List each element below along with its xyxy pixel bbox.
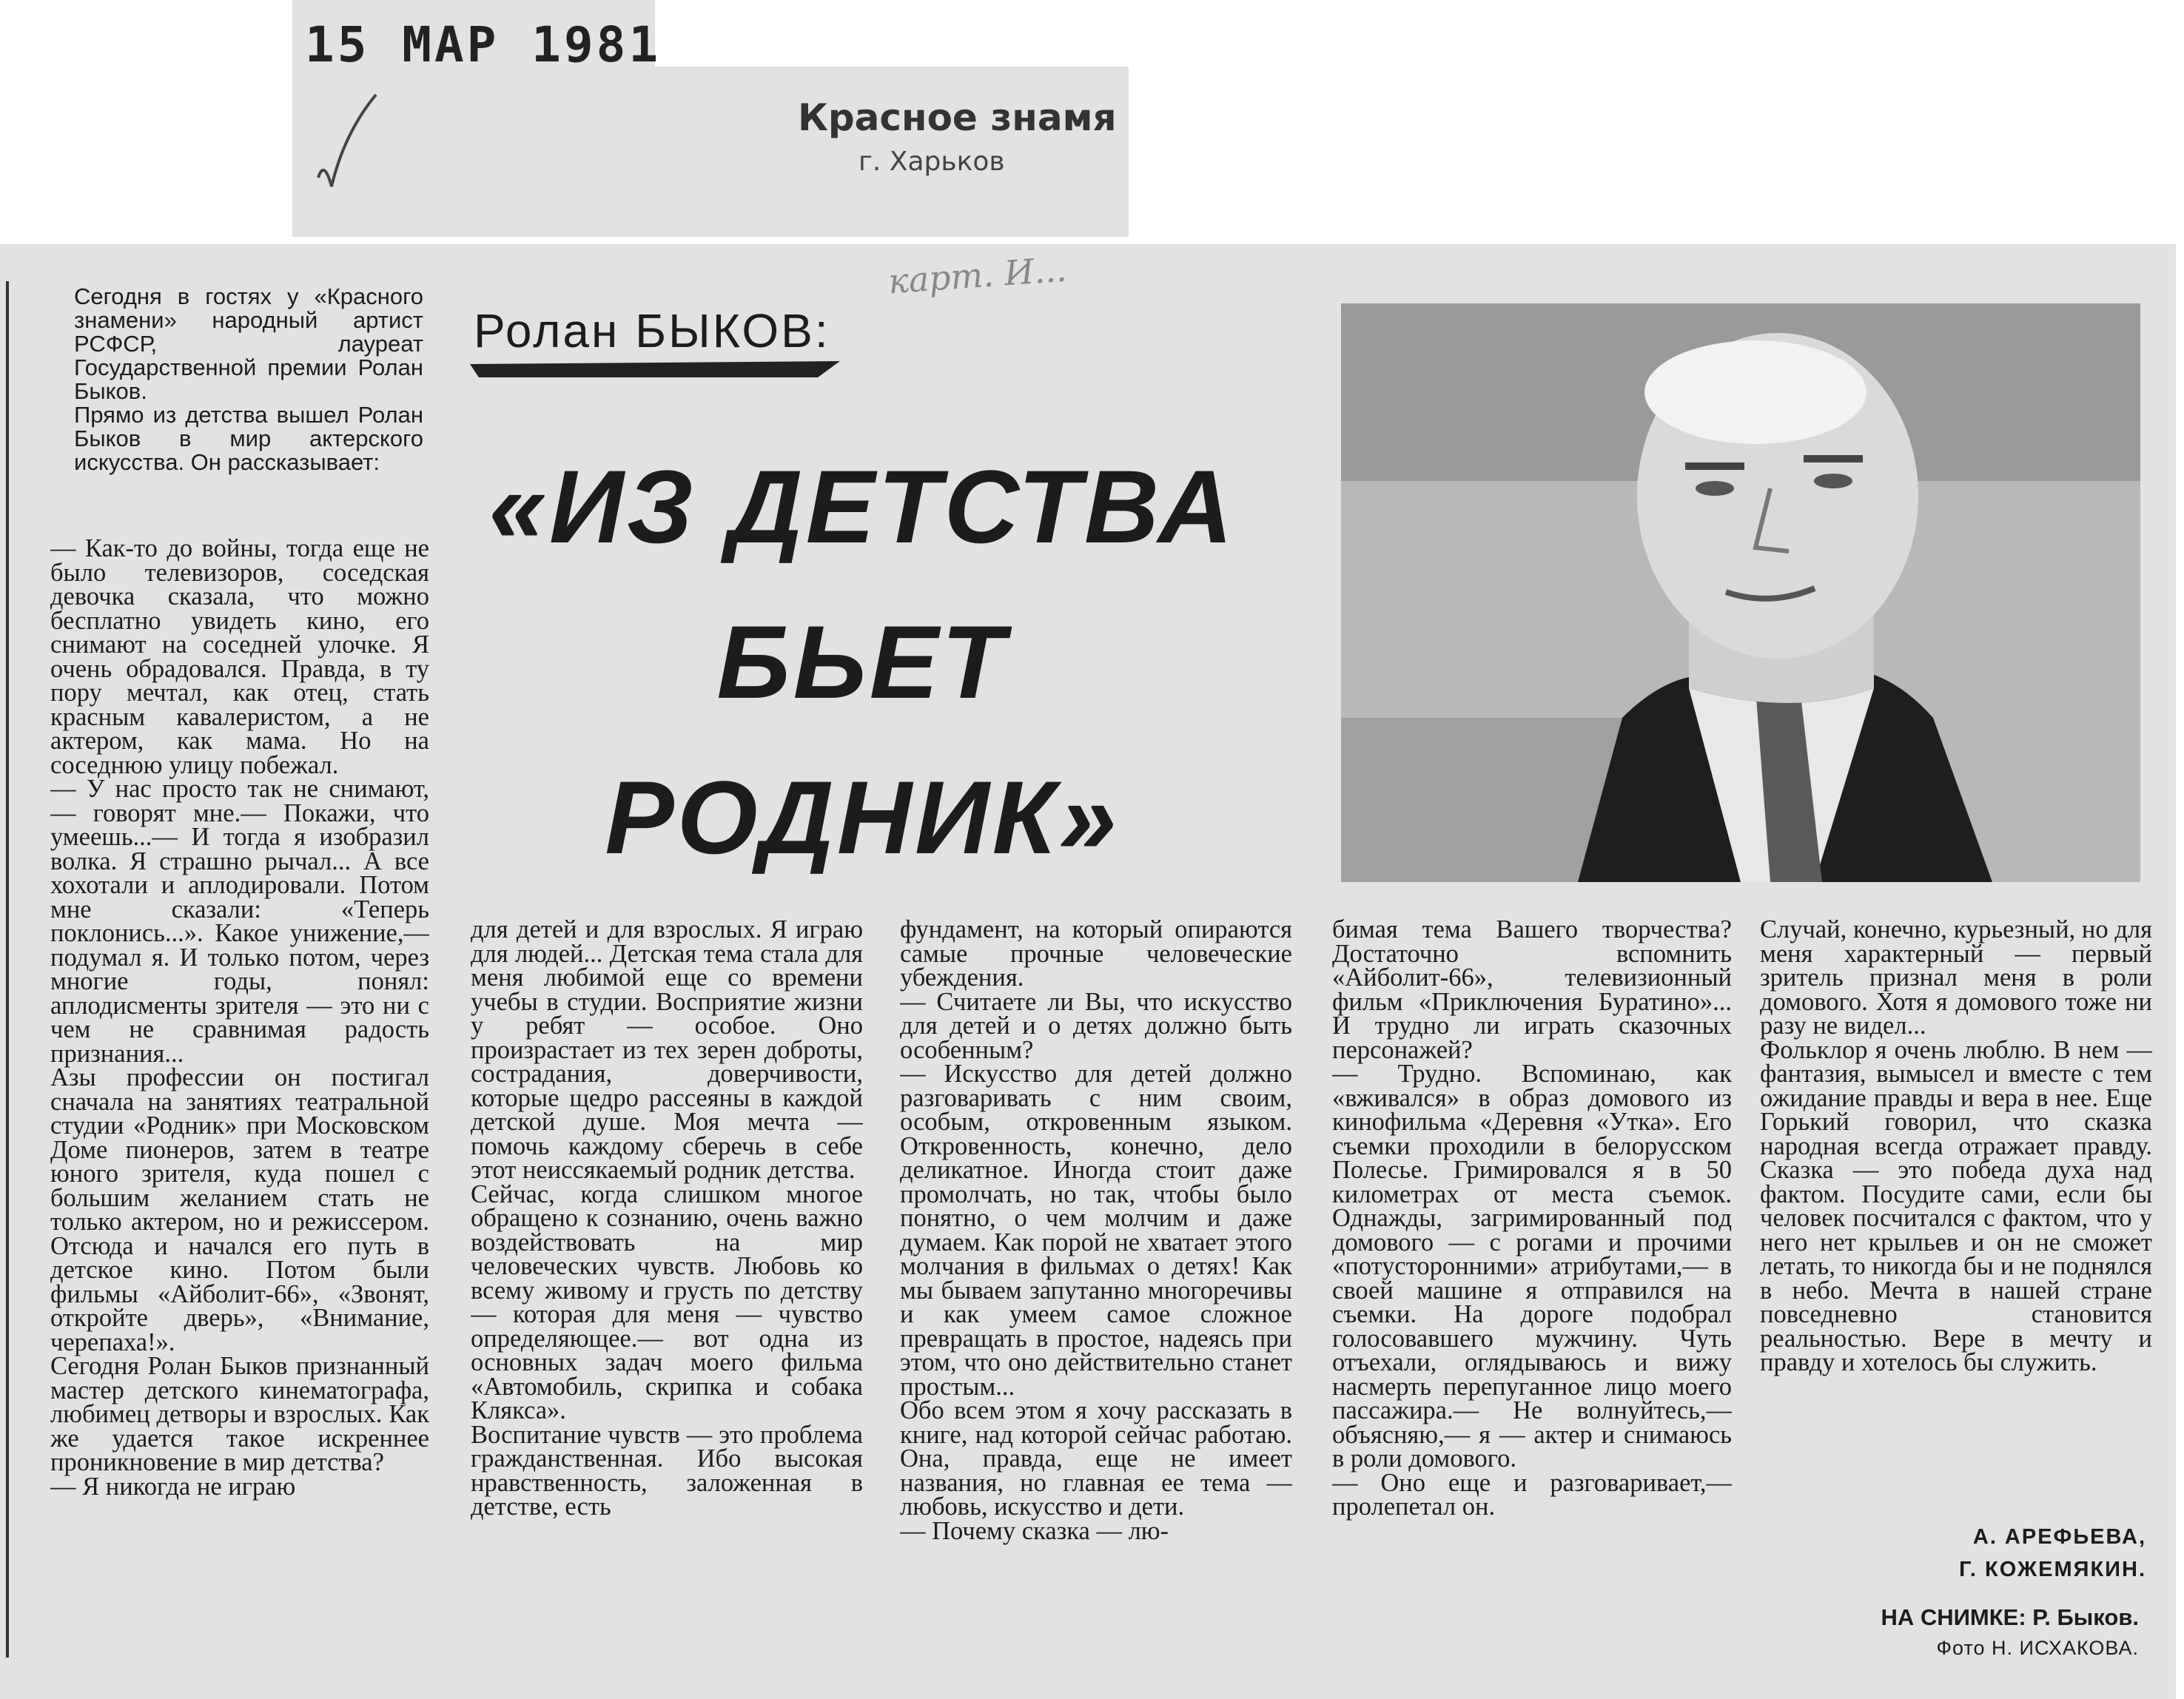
checkmark-mark	[311, 89, 385, 192]
article-intro: Сегодня в гостях у «Красного знамени» народный артист РСФСР, лауреат Государственной премии Ролан Быков. Прямо из детства вышел Ролан Быков в мир актерского искусства. Он рассказывает:	[74, 285, 423, 475]
newspaper-city: г. Харьков	[859, 147, 1005, 177]
article-column-1: — Как-то до войны, тогда еще не было телевизоров, соседская девочка сказала, что можно бесплатно увидеть кино, его снимают на соседней улочке. Я очень обрадовался. Правда, в ту пору мечтал, как отец, стать красным кавалеристом, а не актером, как мама. Но на соседнюю улицу побежал. — У нас просто так не снимают,— говорят мне.— Покажи, что умеешь...— И тогда я изобразил волка. Я страшно рычал... А все хохотали и аплодировали. Потом мне сказали: «Теперь поклонись...». Какое унижение,— подумал я. И только потом, через многие годы, понял: аплодисменты зрителя — это ни с чем не сравнимая радость признания... Азы профессии он постигал сначала на занятиях театральной студии «Родник» при Московском Доме пионеров, затем в театре юного зрителя, куда пошел с большим желанием стать не только актером, но и режиссером. Отсюда и начался его путь в детское кино. Потом были фильмы «Айболит-66», «Звонят, откройте дверь», «Внимание, черепаха!». Сегодня Ролан Быков признанный мастер детского кинематографа, любимец детворы и взрослых. Как же удается такое искреннее проникновение в мир детства? — Я никогда не играю	[50, 536, 429, 1501]
article-column-2: для детей и для взрослых. Я играю для людей... Детская тема стала для меня любимой еще со времени учебы в студии. Восприятие жизни у ребят — особое. Оно произрастает из тех зерен доброты, сострадания, доверчивости, которые щедро рассеяны в каждой детской душе. Моя мечта — помочь каждому сберечь в себе этот неиссякаемый родник детства. Сейчас, когда слишком многое обращено к сознанию, очень важно воздействовать на мир человеческих чувств. Любовь ко всему живому и грусть по детству — которая для меня — чувство определяющее.— вот одна из основных задач моего фильма «Автомобиль, скрипка и собака Клякса». Воспитание чувств — это проблема гражданственная. Ибо высокая нравственность, заложенная в детстве, есть	[471, 918, 863, 1521]
article-authors: А. АРЕФЬЕВА, Г. КОЖЕМЯКИН.	[1959, 1525, 2146, 1581]
handwritten-note: карт. И...	[887, 249, 1068, 302]
author-line: Ролан БЫКОВ:	[474, 304, 830, 357]
left-rule	[6, 281, 9, 1658]
date-stamp: 15 МАР 1981	[305, 16, 662, 73]
newspaper-name: Красное знамя	[798, 96, 1117, 139]
article-column-3: фундамент, на который опираются самые прочные человеческие убеждения. — Считаете ли Вы, что искусство для детей и о детях должно быть особенным? — Искусство для детей должно разговаривать с ним своим, особым, откровенным языком. Откровенность, конечно, дело деликатное. Иногда стоит даже промолчать, но так, чтобы было понятно, о чем молчим и даже думаем. Как порой не хватает этого молчания в фильмах о детях! Как мы бываем запутанно многоречивы и как умеем самое сложное превращать в простое, надеясь при этом, что оно действительно станет простым... Обо всем этом я хочу рассказать в книге, над которой сейчас работаю. Она, правда, еще не имеет названия, но главная ее тема — любовь, искусство и дети. — Почему сказка — лю-	[900, 918, 1292, 1545]
author-underline	[470, 361, 840, 379]
article-headline: «ИЗ ДЕТСТВА БЬЕТ РОДНИК»	[488, 448, 1236, 875]
article-column-5: Случай, конечно, курьезный, но для меня характерный — первый зритель признал меня в роли домового. Хотя я домового тоже ни разу не видел... Фольклор я очень люблю. В нем — фантазия, вымысел и вместе с тем ожидание правды и вера в нее. Еще Горький говорил, что сказка народная всегда отражает правду. Сказка — это победа духа над фактом. Посудите сами, если бы человек посчитался с фактом, что у него нет крыльев и он не сможет летать, то никогда бы и не поднялся в небо. Мечта в нашей стране повседневно становится реальностью. Вере в мечту и правду и хотелось бы служить.	[1760, 918, 2152, 1376]
article-column-4: бимая тема Вашего творчества? Достаточно вспомнить «Айболит-66», телевизионный фильм «Приключения Буратино»... И трудно ли играть сказочных персонажей? — Трудно. Вспоминаю, как «вживался» в образ домового из кинофильма «Деревня «Утка». Его съемки проходили в белорусском Полесье. Гримировался я в 50 километрах от места съемок. Однажды, загримированный под домового — с рогами и прочими «потусторонними» атрибутами,— в своей машине я отправился на съемки. На дороге подобрал голосовавшего мужчину. Чуть отъехали, оглядываюсь и вижу насмерть перепуганное лицо моего пассажира.— Не волнуйтесь,— объясняю,— я — актер и снимаюсь в роли домового. — Оно еще и разговаривает,— пролепетал он.	[1332, 918, 1732, 1521]
portrait-photo	[1341, 303, 2140, 882]
photo-caption: НА СНИМКЕ: Р. Быков.	[1881, 1604, 2139, 1630]
photo-credit: Фото Н. ИСХАКОВА.	[1936, 1637, 2139, 1659]
